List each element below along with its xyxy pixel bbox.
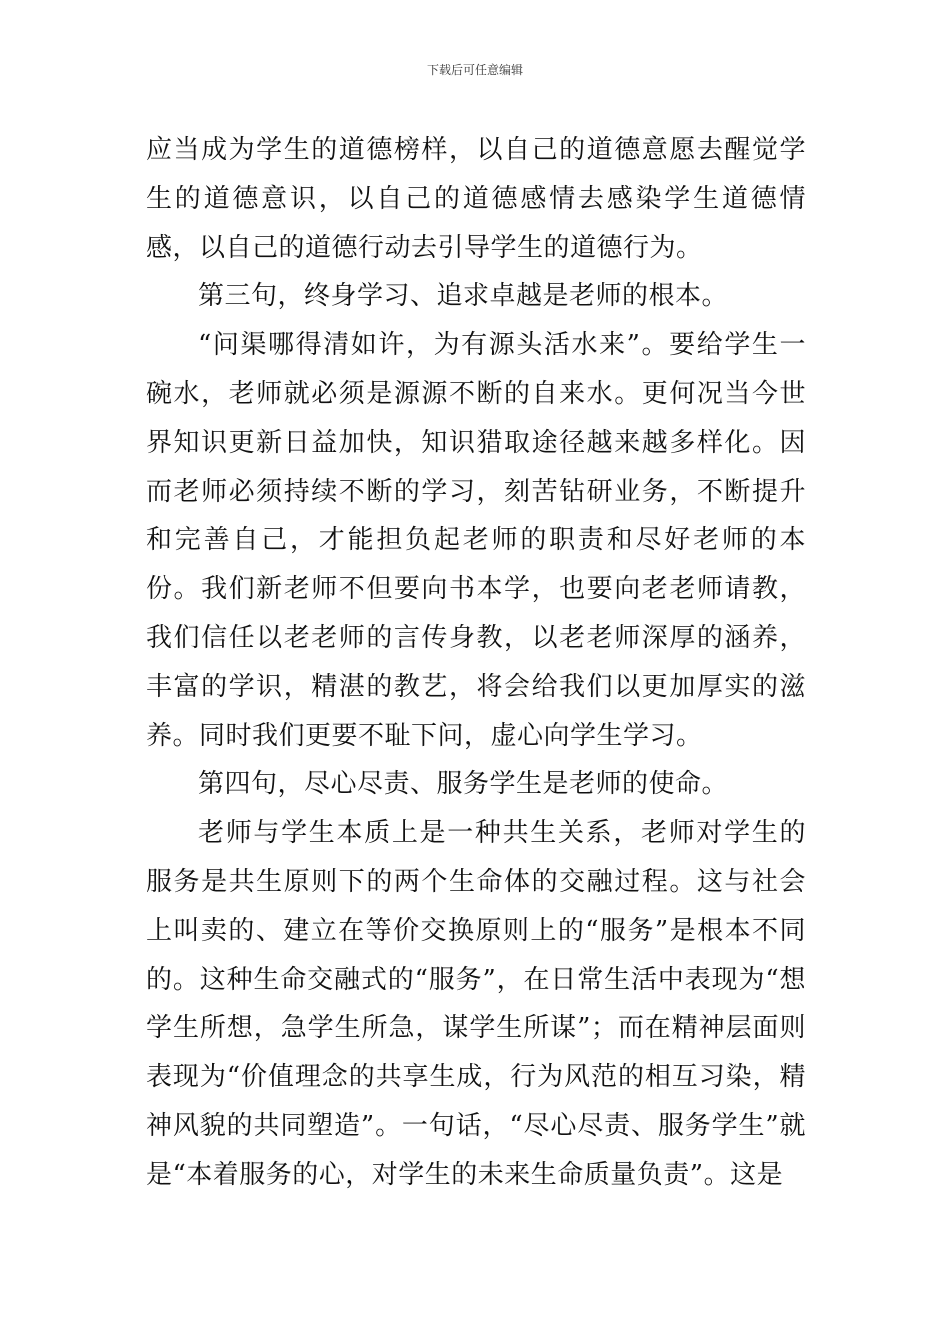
- paragraph-5: 老师与学生本质上是一种共生关系，老师对学生的服务是共生原则下的两个生命体的交融过程。这与社会上叫卖的、建立在等价交换原则上的“服务”是根本不同的。这种生命交融式的“服务”，在日常生活中表现为“想学生所想，急学生所急，谋学生所谋”；而在精神层面则表现为“价值理念的共享生成，行为风范的相互习染，精神风貌的共同塑造”。一句话，“尽心尽责、服务学生”就是“本着服务的心，对学生的未来生命质量负责”。这是: [146, 818, 806, 1190]
- paragraph-2: 第三句，终身学习、追求卓越是老师的根本。: [198, 281, 729, 312]
- document-body: [146, 126, 806, 1200]
- paragraph-4: 第四句，尽心尽责、服务学生是老师的使命。: [198, 769, 729, 800]
- page-header: 下载后可任意编辑: [426, 63, 523, 77]
- paragraph-3: “问渠哪得清如许，为有源头活水来”。要给学生一碗水，老师就必须是源源不断的自来水。更何况当今世界知识更新日益加快，知识猎取途径越来越多样化。因而老师必须持续不断的学习，刻苦钻研业务，不断提升和完善自己，才能担负起老师的职责和尽好老师的本份。我们新老师不但要向书本学，也要向老老师请教，我们信任以老老师的言传身教，以老老师深厚的涵养，丰富的学识，精湛的教艺，将会给我们以更加厚实的滋养。同时我们更要不耻下问，虚心向学生学习。: [146, 330, 806, 751]
- paragraph-1: 应当成为学生的道德榜样，以自己的道德意愿去醒觉学生的道德意识，以自己的道德感情去感染学生道德情感，以自己的道德行动去引导学生的道德行为。: [146, 135, 806, 263]
